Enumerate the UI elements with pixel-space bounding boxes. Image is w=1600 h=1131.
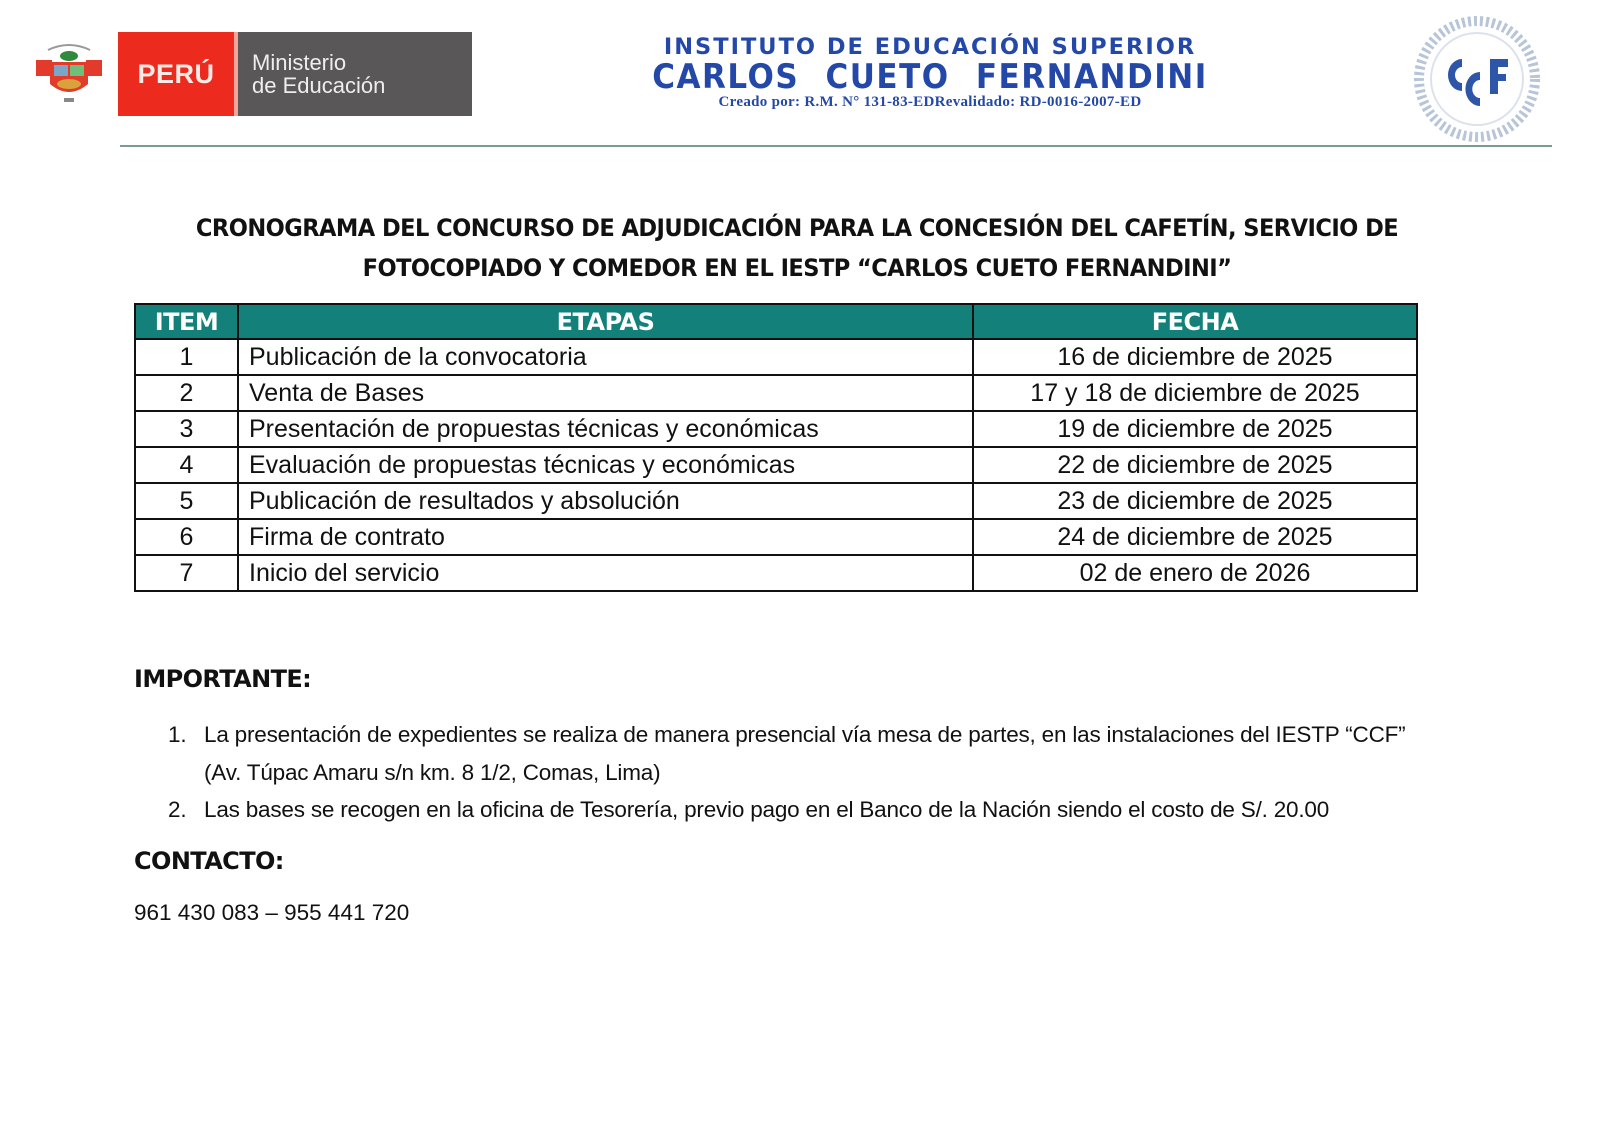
table-row: [135, 519, 1417, 555]
list-item-line1: Las bases se recogen en la oficina de Tesorería, previo pago en el Banco de la Nación siendo el costo de S/. 20.00: [204, 797, 1330, 822]
cell-etapa: Evaluación de propuestas técnicas y económicas: [238, 447, 973, 483]
ministry-line2: de Educación: [252, 73, 386, 98]
ministerio-educacion-logo: [118, 32, 472, 116]
peru-coat-of-arms-logo: [30, 36, 108, 108]
cell-etapa: Publicación de la convocatoria: [238, 339, 973, 375]
cell-etapa: Firma de contrato: [238, 519, 973, 555]
cell-etapa: Venta de Bases: [238, 375, 973, 411]
document-title: [172, 208, 1422, 288]
importante-list: [168, 716, 1478, 829]
cell-item: 5: [135, 483, 238, 519]
list-item-line1: La presentación de expedientes se realiza de manera presencial vía mesa de partes, en las instalaciones del IESTP “CCF”: [204, 722, 1406, 747]
institute-type: INSTITUTO DE EDUCACIÓN SUPERIOR: [663, 34, 1197, 60]
cell-item: 1: [135, 339, 238, 375]
institute-name: CARLOS CUETO FERNANDINI: [652, 57, 1208, 97]
institute-resolution: Creado por: R.M. N° 131-83-EDRevalidado: RD-0016-2007-ED: [718, 94, 1142, 110]
table-row: [135, 483, 1417, 519]
column-header-etapas: ETAPAS: [238, 304, 973, 339]
cell-etapa: Publicación de resultados y absolución: [238, 483, 973, 519]
cell-fecha: 16 de diciembre de 2025: [973, 339, 1417, 375]
ccf-seal-logo: [1412, 14, 1542, 144]
cell-fecha: 23 de diciembre de 2025: [973, 483, 1417, 519]
list-number: 1.: [168, 722, 187, 747]
schedule-table: [134, 303, 1418, 592]
list-item-line2: (Av. Túpac Amaru s/n km. 8 1/2, Comas, Lima): [204, 759, 661, 785]
list-item: [168, 791, 1478, 829]
cell-fecha: 02 de enero de 2026: [973, 555, 1417, 591]
table-row: [135, 447, 1417, 483]
cell-fecha: 17 y 18 de diciembre de 2025: [973, 375, 1417, 411]
table-row: [135, 411, 1417, 447]
importante-heading: IMPORTANTE:: [134, 665, 312, 693]
header-divider: [120, 145, 1552, 147]
contact-phones: 961 430 083 – 955 441 720: [134, 900, 410, 925]
cell-fecha: 22 de diciembre de 2025: [973, 447, 1417, 483]
ministry-line1: Ministerio: [252, 50, 347, 75]
cell-item: 2: [135, 375, 238, 411]
column-header-fecha: FECHA: [973, 304, 1417, 339]
table-row: [135, 555, 1417, 591]
institute-header: [600, 34, 1260, 111]
cell-item: 7: [135, 555, 238, 591]
peru-label: PERÚ: [118, 32, 234, 116]
column-header-item: ITEM: [135, 304, 238, 339]
cell-item: 6: [135, 519, 238, 555]
cell-etapa: Inicio del servicio: [238, 555, 973, 591]
cell-fecha: 24 de diciembre de 2025: [973, 519, 1417, 555]
table-header-row: [135, 304, 1417, 339]
cell-item: 3: [135, 411, 238, 447]
cell-item: 4: [135, 447, 238, 483]
title-line2: FOTOCOPIADO Y COMEDOR EN EL IESTP “CARLOS CUETO FERNANDINI”: [362, 254, 1232, 282]
list-number: 2.: [168, 797, 187, 822]
cell-etapa: Presentación de propuestas técnicas y económicas: [238, 411, 973, 447]
ministry-label: [238, 32, 472, 116]
table-row: [135, 375, 1417, 411]
table-row: [135, 339, 1417, 375]
list-item: [168, 716, 1478, 791]
contacto-heading: CONTACTO:: [134, 847, 284, 875]
title-line1: CRONOGRAMA DEL CONCURSO DE ADJUDICACIÓN PARA LA CONCESIÓN DEL CAFETÍN, SERVICIO DE: [195, 214, 1399, 242]
cell-fecha: 19 de diciembre de 2025: [973, 411, 1417, 447]
